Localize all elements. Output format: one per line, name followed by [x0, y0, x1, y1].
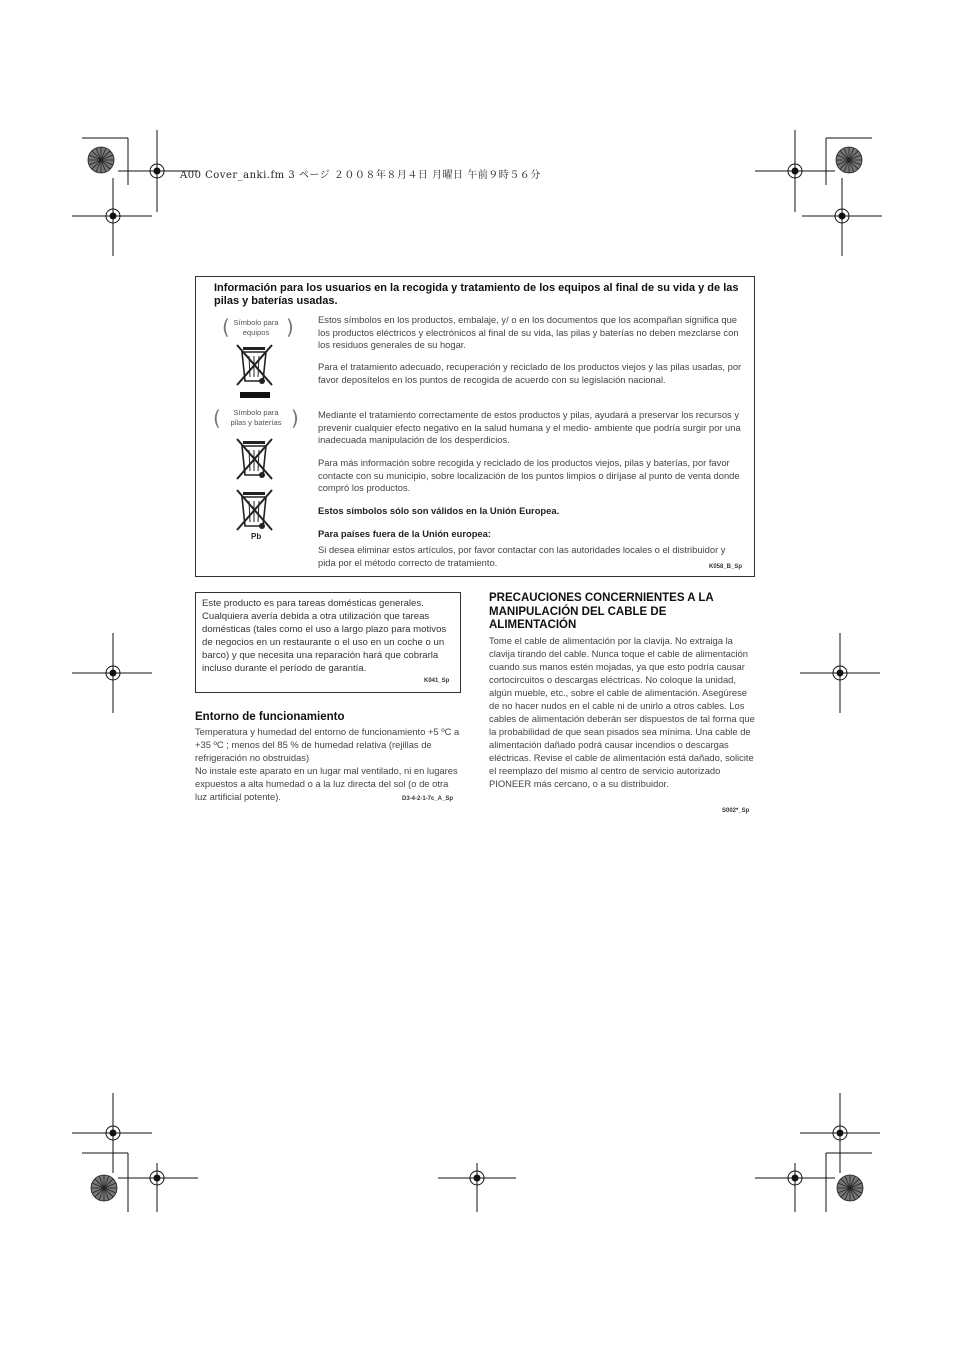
weee-paragraph-2: Para el tratamiento adecuado, recuperación y reciclado de los productos viejos y las pilas usadas, por favor deposítelos en los puntos de recogida de acuerdo con su legislación nacional. — [318, 361, 742, 385]
weee-outside-eu-text: Si desea eliminar estos artículos, por favor contactar con las autoridades locales o el distribuidor y pida por el método correcto de tratamiento. — [318, 544, 726, 568]
weee-paragraph-1: Estos símbolos en los productos, embalaje, y/ o en los documentos que los acompañan significa que los productos eléctricos y electrónicos al final de su vida, las pilas y baterías no deben mezclarse con los residuos generales de su hogar. — [318, 314, 739, 351]
battery-pb-bin-icon — [234, 488, 278, 534]
paren-close-equipment: ) — [286, 315, 294, 339]
environment-title: Entorno de funcionamiento — [195, 711, 345, 723]
weee-paragraph-4: Para más información sobre recogida y reciclado de los productos viejos, pilas y baterías, por favor contacte con su municipio, sobre localización de los puntos limpios o diríjase al punto de venta donde compró los productos. — [318, 457, 740, 494]
color-target-top-left — [88, 147, 114, 173]
crossed-out-wheelie-bin-icon — [234, 343, 278, 401]
weee-paragraph-3: Mediante el tratamiento correctamente de estos productos y pilas, ayudará a preservar los recursos y prevenir cualquier efecto negativo en la salud humana y el medio- ambiente que podría surgir por una inadecuada manipulación de los desperdicios. — [318, 409, 741, 446]
weee-info-title: Información para los usuarios en la recogida y tratamiento de los equipos al final de su vida y de las pilas y baterías usadas. — [214, 282, 739, 307]
domestic-use-code: K041_Sp — [424, 678, 450, 684]
environment-text-2: No instale este aparato en un lugar mal ventilado, ni en lugares expuestos a alta humedad o a la luz directa del sol (o de otra luz artificial potente). — [195, 765, 458, 802]
weee-outside-eu-title: Para países fuera de la Unión europea: — [318, 528, 491, 539]
paren-open-equipment: ( — [222, 315, 230, 339]
paren-close-batteries: ) — [291, 406, 299, 430]
power-cord-title: PRECAUCIONES CONCERNIENTES A LA MANIPULACIÓN DEL CABLE DE ALIMENTACIÓN — [489, 592, 714, 631]
power-cord-code: S002*_Sp — [722, 808, 750, 814]
paren-open-batteries: ( — [213, 406, 221, 430]
symbol-equipment-label-line1: Símbolo para — [233, 318, 279, 327]
color-target-bottom-left — [91, 1175, 117, 1201]
pb-label: Pb — [251, 532, 262, 541]
symbol-equipment-label-line2: equipos — [242, 328, 270, 337]
weee-code: K058_B_Sp — [709, 564, 743, 570]
color-target-bottom-right — [837, 1175, 863, 1201]
symbol-batteries-label — [220, 408, 292, 428]
symbol-batteries-label-line2: pilas y baterías — [230, 418, 282, 427]
environment-text-1: Temperatura y humedad del entorno de funcionamiento +5 ºC a +35 ºC ; menos del 85 % de humedad relativa (rejillas de refrigeración no obstruidas) — [195, 726, 460, 763]
color-target-top-right — [836, 147, 862, 173]
symbol-equipment-label — [226, 318, 286, 338]
environment-code: D3-4-2-1-7c_A_Sp — [402, 796, 454, 802]
battery-bin-icon — [234, 437, 278, 483]
print-header: A00 Cover_anki.fm 3 ページ ２００８年８月４日 月曜日 午前９時５６分 — [180, 170, 541, 181]
symbol-batteries-label-line1: Símbolo para — [233, 408, 279, 417]
power-cord-text: Tome el cable de alimentación por la clavija. No extraiga la clavija tirando del cable. Nunca toque el cable de alimentación cuando sus manos estén mojadas, ya que esto podría causar cortocircuitos o descargas eléctricas. No coloque la unidad, algún mueble, etc., sobre el cable de alimentación. Asegúrese de no hacer nudos en el cable ni de unirlo a otros cables. Los cables de alimentación deberán ser dispuestos de tal forma que la probabilidad de que sean pisados sea mínima. Una cable de alimentación dañado podrá causar incendios o descargas eléctricas. Revise el cable de alimentación está dañado, solicite el reemplazo del mismo al centro de servicio autorizado PIONEER más cercano, o a su distribuidor. — [489, 635, 755, 789]
weee-valid-eu: Estos símbolos sólo son válidos en la Unión Europea. — [318, 505, 560, 516]
domestic-use-text: Este producto es para tareas domésticas generales. Cualquiera avería debida a otra utilización que tareas domésticas (tales como el uso a largo plazo para motivos de negocios en un restaurante o el uso en un coche o un barco) y que necesita una reparación hará que cobrarla incluso durante el período de garantía. — [202, 598, 447, 674]
